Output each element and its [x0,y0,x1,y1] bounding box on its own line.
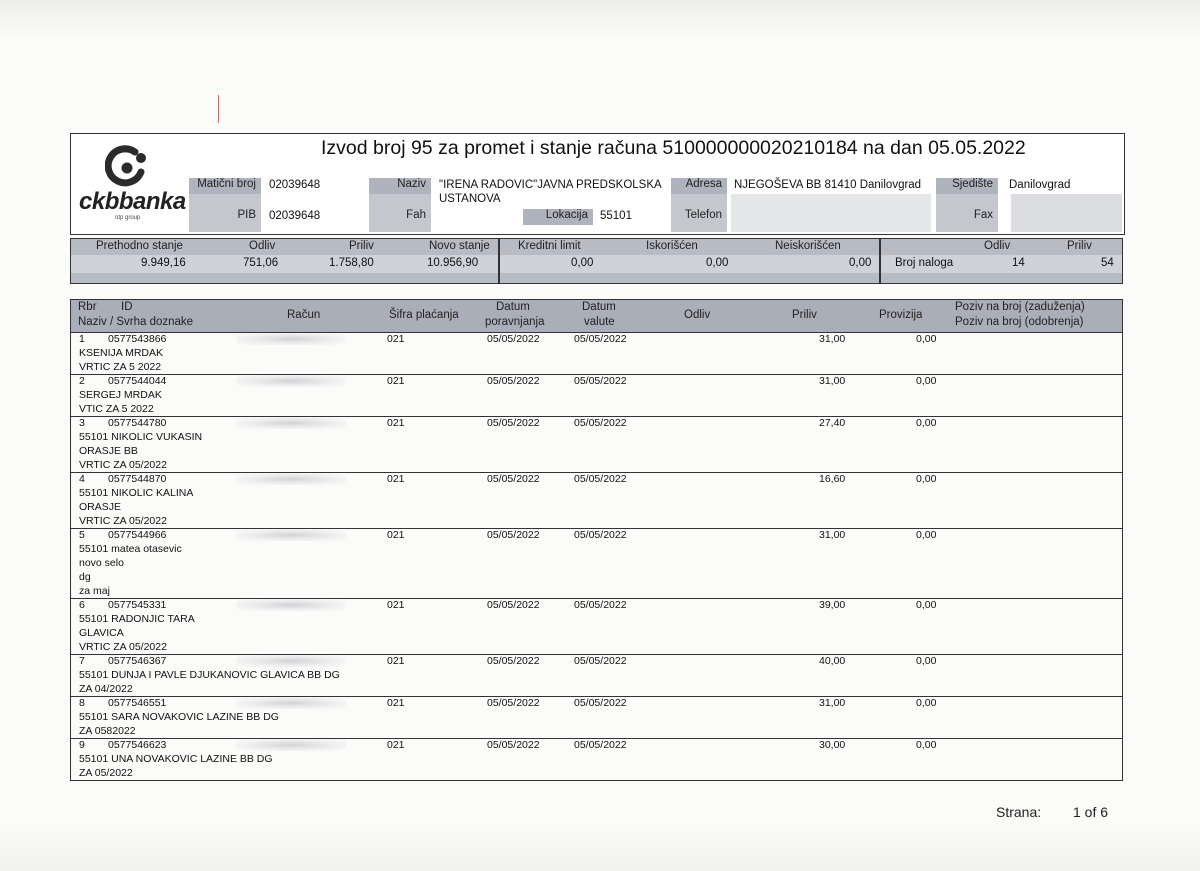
col-naziv: Naziv / Svrha doznake [78,316,194,328]
page-label: Strana: [996,804,1042,820]
nalog-priliv-value: 54 [1101,257,1114,269]
row-provizija: 0,00 [916,333,937,345]
row-sifra: 021 [387,417,405,429]
col-id: ID [121,301,133,313]
row-naziv-line: 55101 UNA NOVAKOVIC LAZINE BB DG [79,753,273,765]
row-datum-valute: 05/05/2022 [574,333,627,345]
lokacija-label: Lokacija [523,209,593,225]
row-naziv-line: 55101 matea otasevic [79,543,182,555]
summary-strip [71,255,1122,273]
table-header [71,299,1122,333]
priliv-label: Priliv [349,240,374,252]
table-row [71,472,1122,529]
sjediste-label: Sjedište [936,178,998,194]
col-datum-por-2: poravnjanja [485,316,545,328]
row-naziv-line: 55101 NIKOLIC KALINA [79,487,194,499]
row-naziv-line: GLAVICA [79,627,124,639]
col-datum-por: Datum [496,301,530,313]
row-provizija: 0,00 [916,417,937,429]
redacted-account [236,697,346,709]
summary-divider [879,239,881,283]
row-sifra: 021 [387,375,405,387]
row-rbr: 2 [79,375,85,387]
row-naziv-line: SERGEJ MRDAK [79,389,162,401]
row-rbr: 1 [79,333,85,345]
logo-text: ckbbanka [79,188,186,215]
label-shade [1011,194,1122,232]
row-priliv: 31,00 [819,529,846,541]
row-datum-valute: 05/05/2022 [574,529,627,541]
row-naziv-line: 55101 NIKOLIC VUKASIN [79,431,203,443]
row-id: 0577546623 [108,739,167,751]
novo-stanje-value: 10.956,90 [427,257,479,269]
novo-stanje-label: Novo stanje [429,240,490,252]
odliv-value: 751,06 [243,257,279,269]
row-datum-poravnanja: 05/05/2022 [487,473,540,485]
row-sifra: 021 [387,739,405,751]
table-row [71,654,1122,697]
maticni-label: Matični broj [189,178,261,194]
row-priliv: 30,00 [819,739,846,751]
row-naziv-line: ZA 04/2022 [79,683,133,695]
nalog-odliv-label: Odliv [984,240,1011,252]
row-provizija: 0,00 [916,655,937,667]
col-odliv: Odliv [684,309,711,321]
redacted-account [236,655,346,667]
row-id: 0577543866 [108,333,167,345]
row-provizija: 0,00 [916,599,937,611]
table-row [71,696,1122,739]
row-datum-poravnanja: 05/05/2022 [487,529,540,541]
adresa-value: NJEGOŠEVA BB 81410 Danilovgrad [734,179,922,191]
row-naziv-line: KSENIJA MRDAK [79,347,164,359]
row-priliv: 31,00 [819,375,846,387]
redacted-account [236,739,346,751]
row-sifra: 021 [387,473,405,485]
row-naziv-line: VTIC ZA 5 2022 [79,403,154,415]
iskorisceno-value: 0,00 [706,257,729,269]
row-id: 0577544966 [108,529,167,541]
row-sifra: 021 [387,529,405,541]
maticni-value: 02039648 [269,179,321,191]
row-naziv-line: 55101 SARA NOVAKOVIC LAZINE BB DG [79,711,279,723]
row-id: 0577546551 [108,697,167,709]
col-priliv: Priliv [792,309,817,321]
row-naziv-line: VRTIC ZA 5 2022 [79,361,162,373]
priliv-value: 1.758,80 [329,257,374,269]
table-row [71,738,1122,780]
sjediste-value: Danilovgrad [1009,179,1071,191]
row-rbr: 7 [79,655,85,667]
prethodno-value: 9.949,16 [141,257,186,269]
col-sifra: Šifra plaćanja [389,309,459,321]
naziv-label: Naziv [369,178,431,194]
row-provizija: 0,00 [916,473,937,485]
row-rbr: 4 [79,473,85,485]
row-naziv-line: VRTIC ZA 05/2022 [79,515,167,527]
row-priliv: 39,00 [819,599,846,611]
prethodno-label: Prethodno stanje [96,240,183,252]
redacted-account [236,333,346,345]
row-rbr: 3 [79,417,85,429]
row-priliv: 40,00 [819,655,846,667]
naziv-value: "IRENA RADOVIC"JAVNA PREDSKOLSKA [439,179,662,191]
row-datum-poravnanja: 05/05/2022 [487,375,540,387]
row-datum-poravnanja: 05/05/2022 [487,599,540,611]
statement-header [70,133,1125,235]
page-number: 1 of 6 [1073,804,1109,820]
row-id: 0577544870 [108,473,167,485]
logo-subtitle: otp group [115,215,141,221]
transactions-table [70,299,1123,781]
row-datum-poravnanja: 05/05/2022 [487,655,540,667]
odliv-label: Odliv [249,240,276,252]
row-id: 0577544044 [108,375,167,387]
fax-label: Fax [973,209,993,221]
row-provizija: 0,00 [916,739,937,751]
label-shade [731,194,931,232]
row-datum-poravnanja: 05/05/2022 [487,697,540,709]
adresa-label: Adresa [671,178,727,194]
row-rbr: 6 [79,599,85,611]
pib-label: PIB [237,209,256,221]
neiskorisceno-value: 0,00 [849,257,872,269]
redacted-account [236,599,346,611]
naziv-value-2: USTANOVA [439,193,501,205]
row-datum-valute: 05/05/2022 [574,375,627,387]
kreditni-value: 0,00 [571,257,594,269]
nalog-odliv-value: 14 [1012,257,1025,269]
nalog-priliv-label: Priliv [1067,240,1092,252]
redacted-account [236,473,346,485]
lokacija-value: 55101 [600,210,632,222]
table-row [71,598,1122,655]
row-naziv-line: ZA 0582022 [79,725,136,737]
statement-title: Izvod broj 95 za promet i stanje računa 510000000020210184 na dan 05.05.2022 [321,137,1026,159]
row-naziv-line: VRTIC ZA 05/2022 [79,459,167,471]
row-id: 0577544780 [108,417,167,429]
row-naziv-line: ORASJE [79,501,122,513]
row-sifra: 021 [387,599,405,611]
row-priliv: 16,60 [819,473,846,485]
col-datum-val: Datum [582,301,616,313]
row-id: 0577546367 [108,655,167,667]
bank-logo [79,142,184,232]
pib-value: 02039648 [269,210,321,222]
neiskorisceno-label: Neiskorišćen [775,240,841,252]
row-provizija: 0,00 [916,697,937,709]
table-row [71,374,1122,417]
row-priliv: 27,40 [819,417,846,429]
row-datum-poravnanja: 05/05/2022 [487,739,540,751]
col-provizija: Provizija [879,309,923,321]
row-datum-valute: 05/05/2022 [574,697,627,709]
row-naziv-line: za maj [79,585,110,597]
table-row [71,528,1122,599]
telefon-label: Telefon [684,209,722,221]
row-naziv-line: VRTIC ZA 05/2022 [79,641,167,653]
row-datum-poravnanja: 05/05/2022 [487,417,540,429]
row-provizija: 0,00 [916,529,937,541]
redacted-account [236,375,346,387]
col-poziv-odobrenja: Poziv na broj (odobrenja) [955,316,1084,328]
scan-mark [218,95,219,123]
row-datum-valute: 05/05/2022 [574,655,627,667]
row-datum-valute: 05/05/2022 [574,417,627,429]
balance-summary [70,238,1123,284]
row-naziv-line: 55101 RADONJIC TARA [79,613,195,625]
col-datum-val-2: valute [584,316,615,328]
row-sifra: 021 [387,333,405,345]
row-provizija: 0,00 [916,375,937,387]
row-priliv: 31,00 [819,697,846,709]
row-rbr: 5 [79,529,85,541]
ckb-logo-icon [105,144,149,188]
row-naziv-line: dg [79,571,91,583]
row-rbr: 9 [79,739,85,751]
col-poziv-zaduzenja: Poziv na broj (zaduženja) [955,301,1085,313]
col-racun: Račun [287,309,321,321]
fah-label: Fah [406,209,426,221]
row-datum-valute: 05/05/2022 [574,473,627,485]
row-naziv-line: 55101 DUNJA I PAVLE DJUKANOVIC GLAVICA BB DG [79,669,340,681]
broj-naloga-label: Broj naloga [895,257,954,269]
kreditni-label: Kreditni limit [518,240,581,252]
iskorisceno-label: Iskorišćen [646,240,698,252]
row-datum-valute: 05/05/2022 [574,599,627,611]
row-sifra: 021 [387,697,405,709]
row-priliv: 31,00 [819,333,846,345]
summary-divider [498,239,500,283]
row-sifra: 021 [387,655,405,667]
row-id: 0577545331 [108,599,167,611]
table-row [71,332,1122,375]
row-naziv-line: ZA 05/2022 [79,767,133,779]
row-datum-poravnanja: 05/05/2022 [487,333,540,345]
row-datum-valute: 05/05/2022 [574,739,627,751]
row-naziv-line: novo selo [79,557,124,569]
redacted-account [236,529,346,541]
row-rbr: 8 [79,697,85,709]
redacted-account [236,417,346,429]
col-rbr: Rbr [78,301,97,313]
table-row [71,416,1122,473]
row-naziv-line: ORASJE BB [79,445,138,457]
